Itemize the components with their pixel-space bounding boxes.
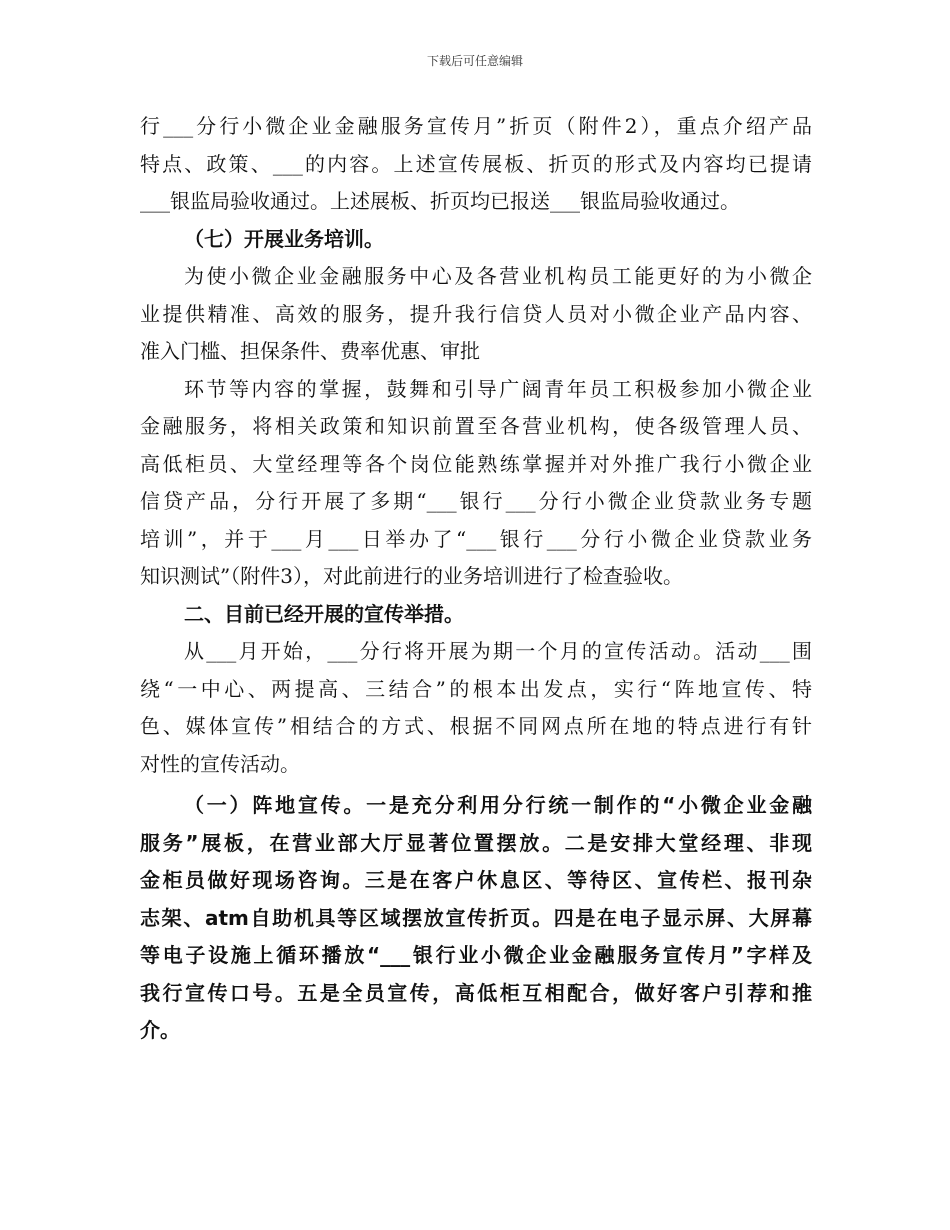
text-line: ___银监局验收通过。上述展板、折页均已报送___银监局验收通过。	[140, 189, 740, 213]
text-line: 金柜员做好现场咨询。三是在客户休息区、等待区、宣传栏、报刊杂	[140, 868, 812, 892]
text-line: 我行宣传口号。五是全员宣传，高低柜互相配合，做好客户引荐和推	[140, 980, 812, 1005]
paragraph-p4	[140, 633, 812, 783]
text-line: 高低柜员、大堂经理等各个岗位能熟练掌握并对外推广我行小微企业	[140, 451, 812, 476]
document-body	[140, 108, 812, 1050]
paragraph-p2	[140, 258, 812, 371]
text-line: 特点、政策、___的内容。上述宣传展板、折页的形式及内容均已提请	[140, 151, 812, 176]
text-line: 培训”，并于___月___日举办了“___银行___分行小微企业贷款业务	[140, 526, 812, 551]
text-line: 介。	[140, 1018, 180, 1042]
text-line: 志架、atm自助机具等区域摆放宣传折页。四是在电子显示屏、大屏幕	[140, 905, 812, 930]
text-line: 信贷产品，分行开展了多期“___银行___分行小微企业贷款业务专题	[140, 489, 812, 513]
page-header-note: 下载后可任意编辑	[426, 54, 523, 68]
text-line: 绕“一中心、两提高、三结合”的根本出发点，实行“阵地宣传、特	[140, 676, 812, 701]
text-line: （一）阵地宣传。一是充分利用分行统一制作的“小微企业金融	[184, 793, 812, 817]
paragraph-p3	[140, 371, 812, 596]
section-heading-training: （七）开展业务培训。	[184, 226, 384, 251]
text-line: 金融服务，将相关政策和知识前置至各营业机构，使各级管理人员、	[140, 414, 812, 438]
paragraph-p5	[140, 787, 812, 1050]
text-line: 色、媒体宣传”相结合的方式、根据不同网点所在地的特点进行有针	[140, 714, 812, 738]
text-line: 业提供精准、高效的服务，提升我行信贷人员对小微企业产品内容、	[140, 301, 812, 326]
text-line: 从___月开始，___分行将开展为期一个月的宣传活动。活动___围	[184, 639, 812, 663]
text-line: 行___分行小微企业金融服务宣传月”折页（附件2），重点介绍产品	[140, 114, 812, 138]
text-line: 环节等内容的掌握，鼓舞和引导广阔青年员工积极参加小微企业	[184, 376, 812, 401]
text-line: 服务”展板，在营业部大厅显著位置摆放。二是安排大堂经理、非现	[140, 830, 812, 855]
text-line: 为使小微企业金融服务中心及各营业机构员工能更好的为小微企	[184, 264, 812, 288]
paragraph-p1	[140, 108, 812, 221]
section-heading-publicity: 二、目前已经开展的宣传举措。	[184, 601, 464, 626]
text-line: 对性的宣传活动。	[140, 751, 300, 776]
text-line: 准入门槛、担保条件、费率优惠、审批	[140, 339, 480, 363]
text-line: 等电子设施上循环播放“___银行业小微企业金融服务宣传月”字样及	[140, 943, 812, 967]
text-line: 知识测试”（附件3），对此前进行的业务培训进行了检查验收。	[140, 564, 683, 588]
